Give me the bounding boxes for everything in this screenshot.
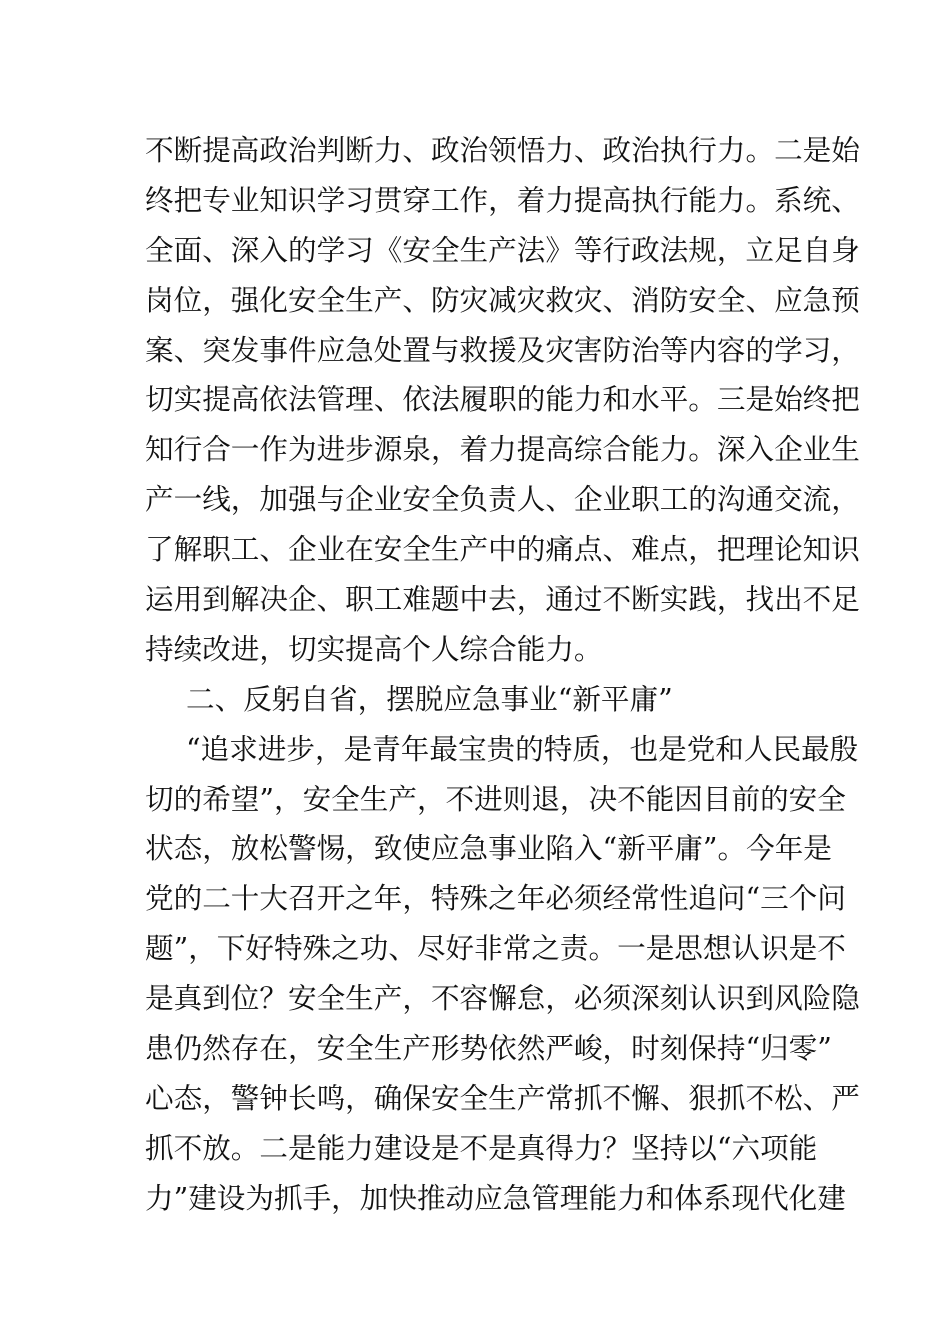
text-line-17: 题”，下好特殊之功、尽好非常之责。一是思想认识是不 [145,931,846,966]
text-line-15: 状态，放松警惕，致使应急事业陷入“新平庸”。今年是 [145,831,832,866]
text-line-21: 抓不放。二是能力建设是不是真得力？坚持以“六项能 [145,1130,818,1165]
text-line-7: 知行合一作为进步源泉，着力提高综合能力。深入企业生 [145,432,860,467]
text-line-8: 产一线，加强与企业安全负责人、企业职工的沟通交流， [145,482,860,517]
text-line-19: 患仍然存在，安全生产形势依然严峻，时刻保持“归零” [145,1031,832,1066]
text-line-4: 岗位，强化安全生产、防灾减灾救灾、消防安全、应急预 [145,282,860,317]
text-line-22: 力”建设为抓手，加快推动应急管理能力和体系现代化建 [145,1180,846,1215]
text-line-1: 不断提高政治判断力、政治领悟力、政治执行力。二是始 [145,133,860,167]
text-line-14: 切的希望”，安全生产，不进则退，决不能因目前的安全 [145,781,846,816]
text-line-13: “追求进步，是青年最宝贵的特质，也是党和人民最殷 [186,731,859,766]
text-line-18: 是真到位？安全生产，不容懈怠，必须深刻认识到风险隐 [145,981,860,1016]
text-line-2: 终把专业知识学习贯穿工作，着力提高执行能力。系统、 [145,182,860,217]
text-line-9: 了解职工、企业在安全生产中的痛点、难点，把理论知识 [145,532,860,567]
text-line-5: 案、突发事件应急处置与救援及灾害防治等内容的学习， [145,332,860,367]
text-line-20: 心态，警钟长鸣，确保安全生产常抓不懈、狠抓不松、严 [145,1080,860,1115]
text-line-10: 运用到解决企、职工难题中去，通过不断实践，找出不足 [145,582,860,617]
text-line-16: 党的二十大召开之年，特殊之年必须经常性追问“三个问 [145,881,846,916]
section-heading: 二、反躬自省，摆脱应急事业“新平庸” [186,681,673,716]
text-line-11: 持续改进，切实提高个人综合能力。 [145,631,603,666]
text-line-3: 全面、深入的学习《安全生产法》等行政法规，立足自身 [145,232,860,267]
text-line-6: 切实提高依法管理、依法履职的能力和水平。三是始终把 [145,382,860,417]
body-text [145,126,860,1224]
